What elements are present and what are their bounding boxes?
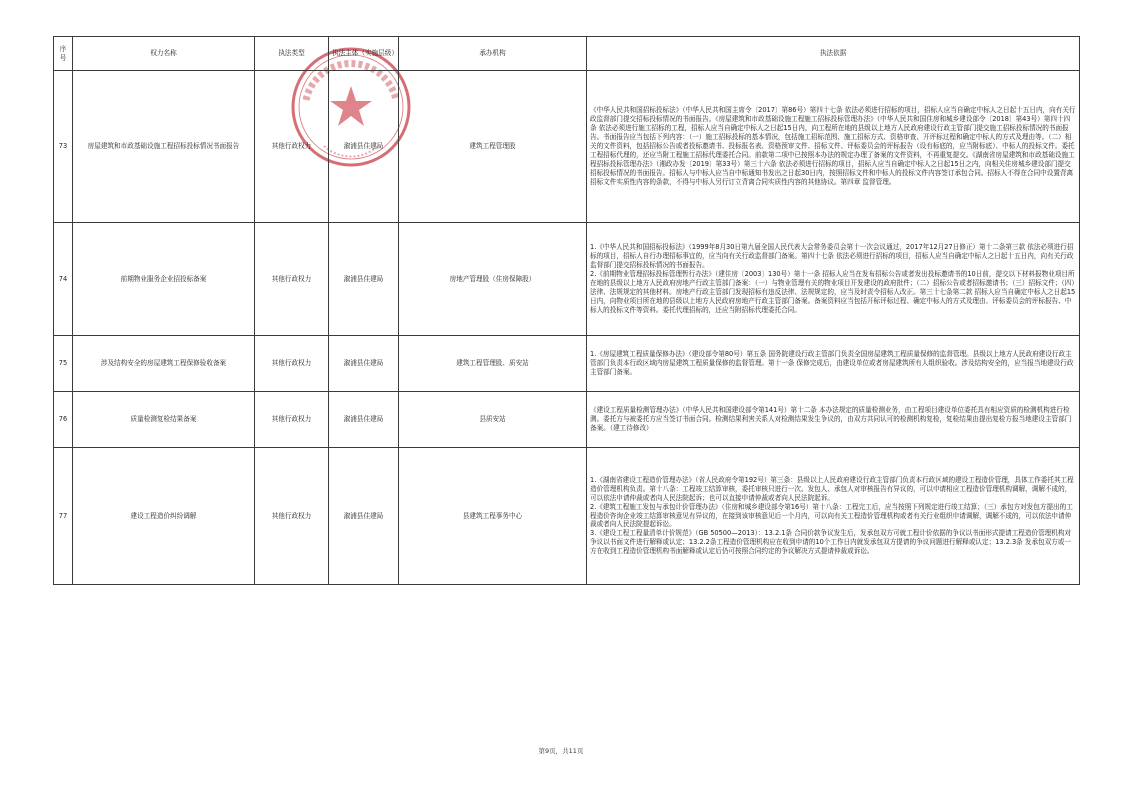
col-header-basis: 执法依据 [587, 37, 1080, 71]
handling-org: 县建筑工程事务中心 [399, 448, 587, 585]
legal-basis-paragraph: 《中华人民共和国招标投标法》（中华人民共和国主席令〔2017〕第86号）第四十七条 依法必须进行招标的项目，招标人应当自确定中标人之日起十五日内，向有关行政监督部门提交招标投标情况的书面报告。《房屋建筑和市政基础设施工程施工招标投标管理办法》（中华人民共和国住房和城乡建设部令〔2018〕第43号）第四十四条 依法必须进行施工招标的工程，招标人应当自确定中标人之日起15日内，向工程所在地的县级以上地方人民政府建设行政主管部门提交施工招标投标情况的书面报告。书面报告应当包括下列内容：（一）施工招标投标的基本情况，包括施工招标范围、施工招标方式、资格审查、开评标过程和确定中标人的方式及理由等。（二）相关的文件资料，包括招标公告或者投标邀请书、投标报名表、资格预审文件、招标文件、评标委员会的评标报告（设有标底的，应当附标底）、中标人的投标文件。委托工程招标代理的，还应当附工程施工招标代理委托合同。前款第二项中已按照本办法的规定办理了备案的文件资料，不再重复提交。《湖南省房屋建筑和市政基础设施工程招标投标管理办法》（湘政办发〔2019〕第33号）第三十六条 依法必须进行招标的项目，招标人应当自确定中标人之日起15日之内，向相关住房城乡建设部门提交招标投标情况的书面报告。招标人与中标人应当自中标通知书发出之日起30日内，按照招标文件和中标人的投标文件内容签订承包合同。招标人不得在合同中设置背离招标文件实质性内容的条款，不得与中标人另行订立背离合同实质性内容的其他协议。第四章 监督管理。 [590, 106, 1076, 186]
handling-org: 房地产管理股（住房保障股） [399, 223, 587, 336]
power-name: 涉及结构安全的房屋建筑工程保修验收备案 [73, 336, 255, 392]
legal-basis [587, 336, 1080, 392]
legal-basis [587, 71, 1080, 223]
enforcement-type: 其他行政权力 [255, 448, 329, 585]
table-row [54, 392, 1080, 448]
handling-org: 建筑工程管理股 [399, 71, 587, 223]
enforcement-type: 其他行政权力 [255, 336, 329, 392]
handling-org: 县质安站 [399, 392, 587, 448]
enforcement-subject: 溆浦县住建局 [329, 336, 399, 392]
row-no: 73 [54, 71, 73, 223]
enforcement-subject: 溆浦县住建局 [329, 223, 399, 336]
legal-basis-paragraph: 1.《湖南省建设工程造价管理办法》（省人民政府令第192号）第三条：县级以上人民政府建设行政主管部门负责本行政区域的建设工程造价管理，具体工作委托其工程造价管理机构负责。第十八条：工程竣工结算审核，委托审核只进行一次。发包人、承包人对审核报告有异议的，可以申请相应工程造价管理机构调解，调解不成的，可以依法申请仲裁或者向人民法院起诉；也可以直接申请仲裁或者向人民法院起诉。 [590, 475, 1074, 502]
col-header-no: 序号 [54, 37, 73, 71]
col-header-org: 承办机构 [399, 37, 587, 71]
legal-basis-paragraph: 3.《建设工程工程量清单计价规范》（GB 50500—2013）：13.2.1条 合同价款争议发生后，发承包双方可就工程计价依据的争议以书面形式提请工程造价管理机构对争议以书面文件进行解释或认定；13.2.2条工程造价管理机构应在收到申请的10个工作日内就发承包双方提请的争议问题进行解释或认定；13.2.3条 发承包双方或一方在收到工程造价管理机构书面解释或认定后仍可按照合同约定的争议解决方式提请仲裁或诉讼。 [590, 529, 1072, 556]
enforcement-type: 其他行政权力 [255, 392, 329, 448]
legal-basis-paragraph: 1.《房屋建筑工程质量保修办法》（建设部令第80号）第五条 国务院建设行政主管部门负责全国房屋建筑工程质量保修的监督管理。县级以上地方人民政府建设行政主管部门负责本行政区域内房屋建筑工程质量保修的监督管理。第十一条 保修完成后，由建设单位或者房屋建筑所有人组织验收。涉及结构安全的，应当报当地建设行政主管部门备案。 [590, 350, 1074, 376]
handling-org: 建筑工程管理股、质安站 [399, 336, 587, 392]
legal-basis-paragraph: 2.《前期物业管理招标投标管理暂行办法》（建住房〔2003〕130号）第十一条 招标人应当在发布招标公告或者发出投标邀请书的10日前，提交以下材料报物业项目所在地的县级以上地方人民政府房地产行政主管部门备案：（一）与物业管理有关的物业项目开发建设的政府批件；（二）招标公告或者招标邀请书；（三）招标文件；（四）法律、法规规定的其他材料。房地产行政主管部门发现招标有违反法律、法规规定的，应当及时责令招标人改正。第三十七条第二款 招标人应当自确定中标人之日起15日内，向物业项目所在地的县级以上地方人民政府房地产行政主管部门备案。备案资料应当包括开标评标过程、确定中标人的方式及理由、评标委员会的评标报告、中标人的投标文件等资料。委托代理招标的，还应当附招标代理委托合同。 [590, 270, 1076, 314]
legal-basis-paragraph: 1.《中华人民共和国招标投标法》（1999年8月30日第九届全国人民代表大会常务委员会第十一次会议通过，2017年12月27日修正）第十二条第三款 依法必须进行招标的项目，招标人自行办理招标事宜的，应当向有关行政监督部门备案。第四十七条 依法必须进行招标的项目，招标人应当自确定中标人之日起十五日内，向有关行政监督部门提交招标投标情况的书面报告。 [590, 243, 1074, 270]
row-no: 75 [54, 336, 73, 392]
table-row [54, 336, 1080, 392]
power-name: 房屋建筑和市政基础设施工程招标投标情况书面报告 [73, 71, 255, 223]
power-name: 质量检测复检结果备案 [73, 392, 255, 448]
enforcement-type: 其他行政权力 [255, 71, 329, 223]
legal-basis [587, 392, 1080, 448]
enforcement-subject: 溆浦县住建局 [329, 71, 399, 223]
legal-basis [587, 448, 1080, 585]
enforcement-subject: 溆浦县住建局 [329, 448, 399, 585]
legal-basis [587, 223, 1080, 336]
enforcement-subject: 溆浦县住建局 [329, 392, 399, 448]
col-header-subject: 执法主体（实施层级） [329, 37, 399, 71]
table-row [54, 71, 1080, 223]
power-name: 前期物业服务企业招投标备案 [73, 223, 255, 336]
enforcement-table [53, 36, 1080, 585]
col-header-name: 权力名称 [73, 37, 255, 71]
table-row [54, 223, 1080, 336]
legal-basis-paragraph: 2.《建筑工程施工发包与承包计价管理办法》（住房和城乡建设部令第16号）第十八条：工程完工后，应当按照下列规定进行竣工结算；（三）承包方对发包方提出的工程造价咨询企业竣工结算审核意见有异议的，在接到该审核意见后一个月内，可以向有关工程造价管理机构或者有关行业组织申请调解，调解不成的，可以依法申请仲裁或者向人民法院提起诉讼。 [590, 502, 1073, 529]
row-no: 74 [54, 223, 73, 336]
power-name: 建设工程造价纠纷调解 [73, 448, 255, 585]
page-number: 第9页，共11页 [538, 747, 584, 755]
row-no: 76 [54, 392, 73, 448]
table-row [54, 448, 1080, 585]
legal-basis-paragraph: 《建设工程质量检测管理办法》（中华人民共和国建设部令第141号）第十二条 本办法规定的质量检测业务，由工程项目建设单位委托具有相应资质的检测机构进行检测。委托方与被委托方应当签订书面合同。检测结果利害关系人对检测结果发生争议的，由双方共同认可的检测机构复检，复检结果由提出复检方报当地建设主管部门备案。（建工待修改） [590, 406, 1072, 432]
row-no: 77 [54, 448, 73, 585]
col-header-type: 执法类型 [255, 37, 329, 71]
table-header-row [54, 37, 1080, 71]
enforcement-type: 其他行政权力 [255, 223, 329, 336]
